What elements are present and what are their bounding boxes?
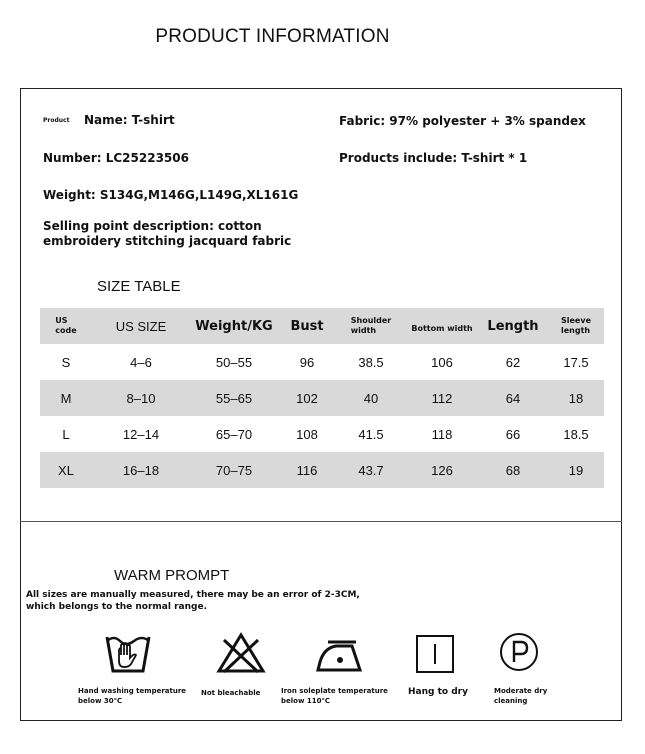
- cell-shoulder: 43.7: [336, 452, 406, 488]
- cell-bottom: 126: [406, 452, 478, 488]
- product-number: Number: LC25223506: [43, 151, 189, 165]
- cell-us-size: 8–10: [92, 380, 190, 416]
- cell-bust: 102: [278, 380, 336, 416]
- no-bleach-icon: [216, 632, 266, 679]
- cell-length: 62: [505, 354, 521, 370]
- selling-point-line2: embroidery stitching jacquard fabric: [43, 234, 292, 248]
- product-weight: Weight: S134G,M146G,L149G,XL161G: [43, 188, 299, 202]
- cell-us-size: 4–6: [130, 354, 152, 370]
- header-bust: Bust: [278, 308, 336, 344]
- no-bleach-label: Not bleachable: [201, 689, 261, 697]
- cell-us-size: 12–14: [122, 426, 160, 442]
- table-row: [40, 452, 604, 488]
- cell-weight: 55–65: [190, 380, 278, 416]
- cell-sleeve: 19: [548, 452, 604, 488]
- header-us-code: US code: [40, 308, 92, 344]
- header-bottom: Bottom width: [406, 308, 478, 344]
- product-name: Name: T-shirt: [84, 113, 175, 127]
- header-us-size: US SIZE: [92, 308, 190, 344]
- product-tag: Product: [43, 117, 70, 124]
- cell-bottom: 118: [431, 426, 453, 442]
- cell-sleeve: 18: [548, 380, 604, 416]
- cell-bust: 96: [299, 354, 315, 370]
- cell-shoulder: 41.5: [358, 426, 384, 442]
- table-row: [40, 416, 604, 452]
- product-fabric: Fabric: 97% polyester + 3% spandex: [339, 114, 586, 128]
- cell-code: XL: [40, 452, 92, 488]
- header-weight: Weight/KG: [190, 308, 278, 344]
- cell-bust: 116: [278, 452, 336, 488]
- header-sleeve: Sleeve length: [548, 308, 604, 344]
- size-table-header: [40, 308, 604, 344]
- cell-sleeve: 17.5: [563, 354, 589, 370]
- cell-code: M: [40, 380, 92, 416]
- cell-length: 68: [478, 452, 548, 488]
- cell-length: 64: [478, 380, 548, 416]
- cell-shoulder: 38.5: [358, 354, 384, 370]
- cell-shoulder: 40: [336, 380, 406, 416]
- cell-bust: 108: [296, 426, 318, 442]
- cell-bottom: 112: [406, 380, 478, 416]
- cell-sleeve: 18.5: [563, 426, 589, 442]
- cell-code: S: [61, 354, 71, 370]
- table-row: [40, 344, 604, 380]
- cell-weight: 65–70: [215, 426, 253, 442]
- cell-weight: 70–75: [190, 452, 278, 488]
- hand-wash-label: Hand washing temperature below 30℃: [78, 687, 187, 705]
- iron-icon: [316, 632, 362, 679]
- dry-clean-p-icon: [498, 631, 540, 678]
- dry-clean-label: Moderate dry cleaning: [494, 687, 548, 705]
- cell-length: 66: [505, 426, 521, 442]
- product-includes: Products include: T-shirt * 1: [339, 151, 528, 165]
- section-divider: [20, 521, 622, 522]
- warm-prompt-line2: which belongs to the normal range.: [26, 602, 207, 612]
- cell-code: L: [62, 426, 70, 442]
- cell-weight: 50–55: [215, 354, 253, 370]
- size-table: [40, 308, 604, 488]
- warm-prompt-title: WARM PROMPT: [114, 567, 230, 584]
- hang-dry-icon: [415, 634, 455, 679]
- header-shoulder: Shoulder width: [336, 308, 406, 344]
- warm-prompt-line1: All sizes are manually measured, there may be an error of 2-3CM,: [26, 590, 360, 600]
- header-length: Length: [478, 308, 548, 344]
- hang-dry-label: Hang to dry: [408, 687, 468, 697]
- cell-us-size: 16–18: [92, 452, 190, 488]
- selling-point-line1: Selling point description: cotton: [43, 219, 262, 233]
- table-row: [40, 380, 604, 416]
- size-table-title: SIZE TABLE: [97, 278, 181, 295]
- page-title: PRODUCT INFORMATION: [155, 26, 390, 47]
- hand-wash-icon: [104, 631, 152, 680]
- cell-bottom: 106: [431, 354, 453, 370]
- iron-label: Iron soleplate temperature below 110℃: [281, 687, 388, 705]
